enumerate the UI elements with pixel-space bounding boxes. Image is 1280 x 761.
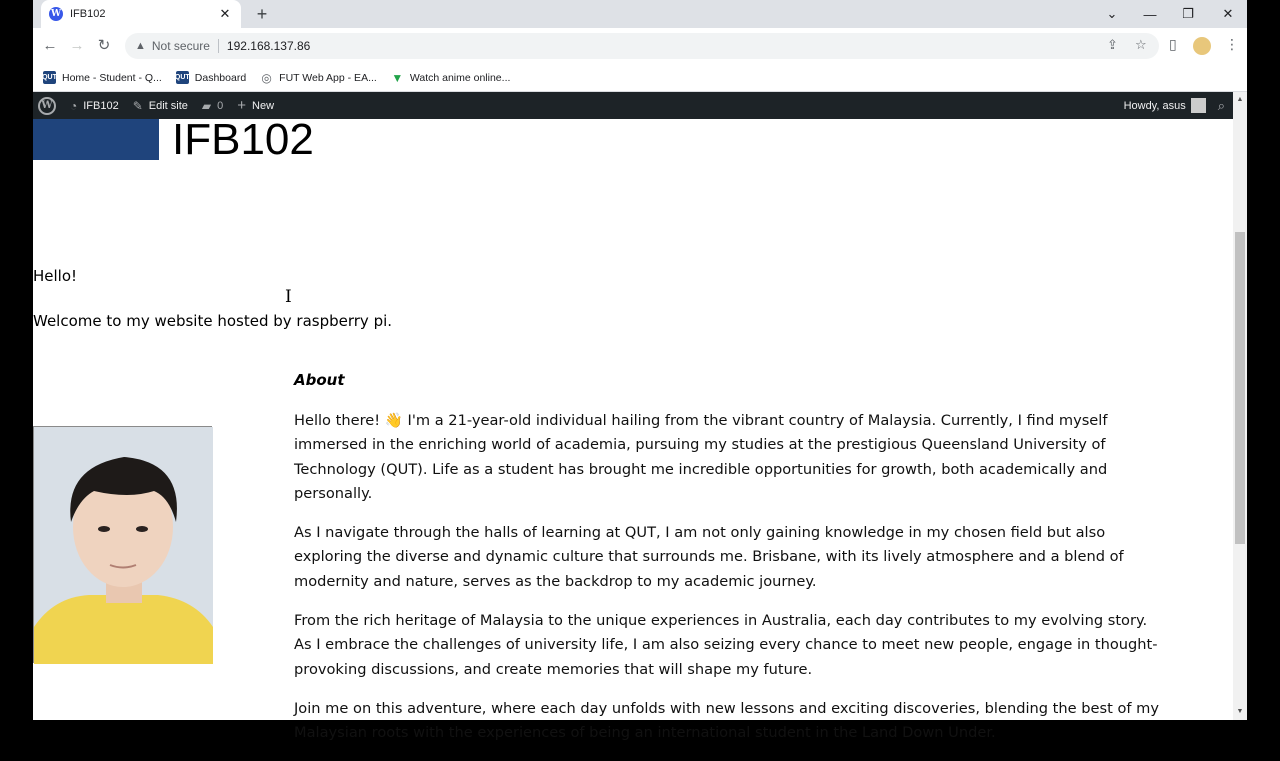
comments-link[interactable] (202, 99, 223, 113)
site-logo[interactable] (33, 119, 159, 160)
reload-button[interactable]: ↻ (97, 37, 111, 54)
admin-site-link[interactable] (70, 99, 119, 113)
profile-photo (33, 426, 212, 663)
brush-icon: ✎ (132, 98, 143, 113)
portrait-image (34, 427, 213, 664)
dashboard-icon: ◔ (70, 98, 78, 113)
close-window-button[interactable]: ✕ (1222, 6, 1234, 21)
edit-site-link[interactable] (133, 99, 188, 113)
edit-site-label: Edit site (148, 99, 188, 112)
side-panel-icon[interactable]: ▯ (1169, 36, 1177, 52)
tab-search-icon[interactable]: ⌄ (1106, 6, 1118, 21)
tab-close-icon[interactable]: ✕ (219, 6, 231, 21)
comments-count: 0 (217, 99, 224, 112)
back-button[interactable]: ← (42, 37, 58, 54)
scroll-down-arrow-icon[interactable]: ▼ (1236, 708, 1244, 715)
howdy-user[interactable]: Howdy, asus (1123, 99, 1186, 112)
tab-ifb102[interactable] (41, 0, 241, 28)
shield-icon: ▼ (391, 70, 404, 85)
minimize-button[interactable]: — (1143, 6, 1157, 22)
about-paragraphs (294, 409, 1164, 761)
bookmark-label: Dashboard (194, 71, 247, 84)
site-title[interactable]: IFB102 (172, 115, 314, 164)
wordpress-logo-icon[interactable]: W (38, 97, 56, 115)
tab-strip (33, 0, 1247, 28)
menu-icon[interactable]: ⋮ (1225, 36, 1239, 52)
plus-icon: + (237, 97, 247, 114)
new-content-link[interactable] (237, 97, 274, 114)
about-paragraph-4: Join me on this adventure, where each day unfolds with new lessons and exciting discoveries, blending the best of my Malaysian roots with the experiences of being an international student in the Land Down Under. (294, 699, 1160, 742)
search-icon[interactable]: ⌕ (1217, 97, 1225, 113)
about-paragraph-2: As I navigate through the halls of learning at QUT, I am not only gaining knowledge in my chosen field but also exploring the diverse and dynamic culture that surrounds me. Brisbane, with its lively atmosphere and a blend of modernity and nature, serves as the backdrop to my academic journey. (294, 524, 1124, 590)
warning-icon[interactable]: ▲ (135, 40, 146, 52)
bookmark-label: Watch anime online... (409, 71, 511, 84)
globe-icon: ◎ (261, 70, 272, 85)
new-tab-button[interactable]: + (256, 4, 268, 24)
bookmark-home-student[interactable] (43, 71, 162, 84)
restore-button[interactable]: ❐ (1182, 6, 1194, 21)
bookmark-watch-anime[interactable] (391, 71, 511, 84)
about-heading: About (294, 371, 345, 389)
address-bar[interactable] (125, 33, 1159, 59)
page-content (33, 115, 1233, 742)
bookmark-fut-web-app[interactable] (260, 71, 377, 84)
wordpress-favicon-icon: W (50, 9, 62, 19)
browser-toolbar (33, 28, 1247, 64)
share-icon[interactable]: ⇪ (1107, 37, 1118, 52)
scroll-up-arrow-icon[interactable]: ▲ (1236, 96, 1244, 103)
bookmarks-bar (33, 64, 1247, 92)
qut-icon: QUT (43, 71, 56, 84)
user-avatar[interactable] (1191, 98, 1206, 113)
new-label: New (252, 99, 275, 112)
comment-icon: ▰ (201, 98, 212, 113)
bookmark-dashboard[interactable] (176, 71, 246, 84)
admin-site-label: IFB102 (83, 99, 119, 112)
url-text[interactable]: 192.168.137.86 (226, 39, 311, 53)
bookmark-label: FUT Web App - EA... (279, 71, 377, 84)
about-paragraph-1: Hello there! 👋 I'm a 21-year-old individual hailing from the vibrant country of Malaysia. Currently, I find myself immersed in the enriching world of academia, pursuing my studies at the prestigious Queensland University of Technology (QUT). Life as a student has brought me incredible opportunities for growth, both academically and personally. (294, 412, 1108, 502)
browser-window (33, 0, 1247, 742)
qut-icon: QUT (176, 71, 189, 84)
welcome-text: Welcome to my website hosted by raspberry pi. (33, 312, 393, 330)
bookmark-label: Home - Student - Q... (62, 71, 162, 84)
about-paragraph-3: From the rich heritage of Malaysia to the unique experiences in Australia, each day contributes to my evolving story. As I embrace the challenges of university life, I am also seizing every chance to meet new people, engage in thought-provoking discussions, and create memories that will shape my future. (294, 612, 1158, 678)
forward-button[interactable]: → (69, 37, 85, 54)
hello-text: Hello! (33, 267, 78, 285)
profile-avatar[interactable] (1193, 37, 1211, 55)
tab-title: IFB102 (70, 8, 106, 20)
text-cursor-icon: I (285, 287, 292, 307)
not-secure-label[interactable]: Not secure (152, 39, 219, 53)
scrollbar-thumb[interactable] (1235, 232, 1245, 544)
bookmark-star-icon[interactable]: ☆ (1135, 37, 1147, 52)
